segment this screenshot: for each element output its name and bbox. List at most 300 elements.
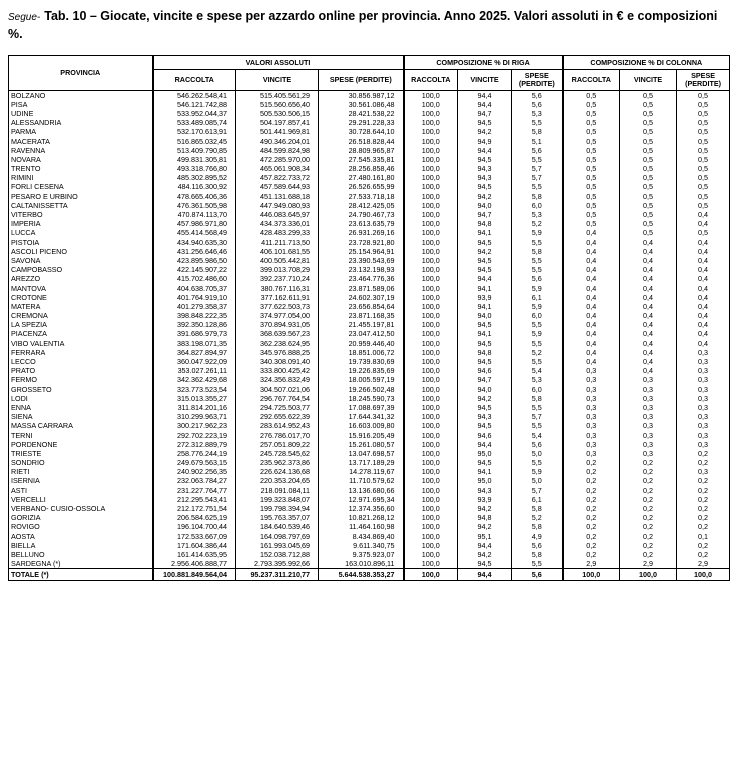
cell-vincite-colonna: 0,2 — [620, 522, 677, 531]
cell-spese-colonna: 0,5 — [677, 109, 730, 118]
cell-raccolta-riga: 100,0 — [404, 302, 458, 311]
cell-vincite-riga: 94,3 — [458, 486, 512, 495]
cell-spese: 12.971.695,34 — [319, 495, 404, 504]
cell-raccolta-colonna: 0,4 — [563, 311, 620, 320]
table-row — [9, 366, 730, 375]
cell-raccolta-colonna: 0,2 — [563, 467, 620, 476]
cell-vincite: 304.507.021,06 — [236, 385, 319, 394]
cell-vincite-riga: 94,3 — [458, 164, 512, 173]
cell-vincite-riga: 94,4 — [458, 91, 512, 100]
table-row — [9, 219, 730, 228]
cell-vincite-riga: 94,5 — [458, 458, 512, 467]
cell-raccolta: 493.318.766,80 — [153, 164, 236, 173]
cell-vincite-colonna: 0,5 — [620, 127, 677, 136]
cell-provincia: CALTANISSETTA — [9, 201, 153, 210]
cell-raccolta: 546.121.742,88 — [153, 100, 236, 109]
cell-spese-colonna: 0,5 — [677, 192, 730, 201]
cell-provincia: AREZZO — [9, 274, 153, 283]
cell-provincia: BOLZANO — [9, 91, 153, 100]
cell-spese-riga: 5,8 — [512, 522, 563, 531]
cell-vincite: 447.949.080,93 — [236, 201, 319, 210]
cell-spese: 19.226.835,69 — [319, 366, 404, 375]
cell-raccolta-riga: 100,0 — [404, 100, 458, 109]
cell-spese-colonna: 0,1 — [677, 532, 730, 541]
cell-raccolta-riga: 100,0 — [404, 559, 458, 568]
cell-raccolta-colonna: 0,5 — [563, 192, 620, 201]
cell-spese-colonna: 0,5 — [677, 173, 730, 182]
cell-provincia: CREMONA — [9, 311, 153, 320]
cell-spese: 13.717.189,29 — [319, 458, 404, 467]
cell-spese: 12.374.356,60 — [319, 504, 404, 513]
cell-spese-riga: 5,8 — [512, 394, 563, 403]
cell-provincia: RAVENNA — [9, 146, 153, 155]
table-row — [9, 100, 730, 109]
cell-spese-riga: 5,2 — [512, 219, 563, 228]
cell-vincite: 95.237.311.210,77 — [236, 568, 319, 580]
cell-raccolta-riga: 100,0 — [404, 173, 458, 182]
cell-vincite: 368.639.567,23 — [236, 329, 319, 338]
cell-raccolta-riga: 100,0 — [404, 247, 458, 256]
cell-spese-riga: 5,5 — [512, 357, 563, 366]
cell-raccolta-colonna: 0,5 — [563, 146, 620, 155]
cell-provincia: VIBO VALENTIA — [9, 339, 153, 348]
cell-spese-riga: 5,2 — [512, 513, 563, 522]
cell-vincite-colonna: 0,5 — [620, 146, 677, 155]
cell-raccolta-riga: 100,0 — [404, 513, 458, 522]
cell-vincite-colonna: 0,5 — [620, 201, 677, 210]
cell-spese: 23.871.589,06 — [319, 283, 404, 292]
cell-vincite-colonna: 0,5 — [620, 219, 677, 228]
cell-raccolta-riga: 100,0 — [404, 339, 458, 348]
cell-vincite-riga: 94,1 — [458, 302, 512, 311]
table-row — [9, 421, 730, 430]
cell-raccolta-riga: 100,0 — [404, 394, 458, 403]
header-raccolta-colonna: RACCOLTA — [563, 70, 620, 91]
table-row — [9, 210, 730, 219]
cell-provincia: FORLI CESENA — [9, 182, 153, 191]
cell-spese-colonna: 0,3 — [677, 421, 730, 430]
cell-spese-colonna: 0,4 — [677, 320, 730, 329]
cell-raccolta-colonna: 0,3 — [563, 449, 620, 458]
cell-raccolta-riga: 100,0 — [404, 91, 458, 100]
cell-vincite-colonna: 0,4 — [620, 283, 677, 292]
cell-vincite: 340.308.091,40 — [236, 357, 319, 366]
cell-raccolta: 161.414.635,95 — [153, 550, 236, 559]
header-spese-riga-l2: (PERDITE) — [518, 79, 555, 88]
table-row — [9, 109, 730, 118]
cell-vincite: 333.800.425,42 — [236, 366, 319, 375]
cell-raccolta-colonna: 0,2 — [563, 513, 620, 522]
header-spese-riga — [512, 70, 563, 91]
table-row — [9, 228, 730, 237]
cell-raccolta: 513.409.790,85 — [153, 146, 236, 155]
table-row — [9, 394, 730, 403]
title-prefix: Segue- — [8, 12, 41, 23]
header-spese-perdite: SPESE (PERDITE) — [319, 70, 404, 91]
cell-vincite-riga: 95,0 — [458, 476, 512, 485]
table-body — [9, 91, 730, 581]
cell-raccolta-riga: 100,0 — [404, 385, 458, 394]
cell-spese-colonna: 0,4 — [677, 274, 730, 283]
cell-vincite: 245.728.545,62 — [236, 449, 319, 458]
cell-vincite: 294.725.503,77 — [236, 403, 319, 412]
cell-vincite-colonna: 0,4 — [620, 339, 677, 348]
cell-vincite-riga: 95,1 — [458, 532, 512, 541]
cell-provincia: ALESSANDRIA — [9, 118, 153, 127]
cell-vincite-colonna: 0,2 — [620, 467, 677, 476]
cell-spese: 23.132.198,93 — [319, 265, 404, 274]
cell-vincite-colonna: 2,9 — [620, 559, 677, 568]
cell-vincite-riga: 94,1 — [458, 467, 512, 476]
cell-raccolta-colonna: 0,3 — [563, 366, 620, 375]
cell-raccolta-colonna: 0,4 — [563, 283, 620, 292]
cell-raccolta-riga: 100,0 — [404, 412, 458, 421]
cell-raccolta: 457.986.971,80 — [153, 219, 236, 228]
cell-spese: 26.518.828,44 — [319, 136, 404, 145]
cell-spese-colonna: 0,4 — [677, 219, 730, 228]
cell-spese: 16.603.009,80 — [319, 421, 404, 430]
cell-raccolta: 476.361.505,98 — [153, 201, 236, 210]
cell-raccolta: 404.638.705,37 — [153, 283, 236, 292]
cell-vincite-colonna: 0,4 — [620, 265, 677, 274]
table-row — [9, 486, 730, 495]
cell-provincia: CAMPOBASSO — [9, 265, 153, 274]
cell-spese: 23.464.776,36 — [319, 274, 404, 283]
cell-raccolta: 398.848.222,35 — [153, 311, 236, 320]
table-row — [9, 192, 730, 201]
cell-raccolta-colonna: 0,5 — [563, 219, 620, 228]
cell-vincite-colonna: 0,4 — [620, 311, 677, 320]
cell-spese: 30.728.644,10 — [319, 127, 404, 136]
cell-spese: 23.871.168,35 — [319, 311, 404, 320]
cell-vincite: 152.038.712,88 — [236, 550, 319, 559]
cell-provincia: MASSA CARRARA — [9, 421, 153, 430]
cell-vincite: 226.624.136,68 — [236, 467, 319, 476]
cell-vincite-riga: 95,0 — [458, 449, 512, 458]
cell-vincite: 428.483.299,33 — [236, 228, 319, 237]
cell-raccolta-riga: 100,0 — [404, 182, 458, 191]
cell-vincite-riga: 94,2 — [458, 504, 512, 513]
cell-raccolta-colonna: 0,3 — [563, 430, 620, 439]
cell-vincite: 374.977.054,00 — [236, 311, 319, 320]
cell-vincite: 400.505.442,81 — [236, 256, 319, 265]
cell-provincia: PIACENZA — [9, 329, 153, 338]
table-row — [9, 238, 730, 247]
cell-spese-riga: 5,9 — [512, 228, 563, 237]
cell-vincite-colonna: 0,2 — [620, 541, 677, 550]
cell-vincite: 505.530.506,15 — [236, 109, 319, 118]
table-row — [9, 182, 730, 191]
cell-raccolta-riga: 100,0 — [404, 320, 458, 329]
cell-vincite-riga: 94,5 — [458, 265, 512, 274]
cell-spese: 27.533.718,18 — [319, 192, 404, 201]
table-row — [9, 412, 730, 421]
cell-vincite-riga: 94,4 — [458, 146, 512, 155]
cell-spese-colonna: 0,2 — [677, 513, 730, 522]
cell-spese-colonna: 0,5 — [677, 100, 730, 109]
cell-vincite-riga: 94,1 — [458, 228, 512, 237]
cell-vincite-riga: 94,0 — [458, 385, 512, 394]
cell-spese: 17.088.697,39 — [319, 403, 404, 412]
cell-spese-riga: 5,0 — [512, 449, 563, 458]
cell-vincite-colonna: 0,4 — [620, 348, 677, 357]
cell-raccolta: 353.027.261,11 — [153, 366, 236, 375]
cell-spese: 28.421.538,22 — [319, 109, 404, 118]
cell-spese-riga: 5,9 — [512, 283, 563, 292]
cell-vincite-riga: 94,5 — [458, 357, 512, 366]
cell-spese-colonna: 0,4 — [677, 247, 730, 256]
cell-vincite: 199.798.394,94 — [236, 504, 319, 513]
cell-raccolta: 383.198.071,35 — [153, 339, 236, 348]
cell-spese-colonna: 0,5 — [677, 118, 730, 127]
table-row — [9, 495, 730, 504]
cell-vincite-colonna: 0,3 — [620, 412, 677, 421]
cell-spese-colonna: 0,3 — [677, 403, 730, 412]
cell-raccolta-colonna: 0,5 — [563, 164, 620, 173]
cell-provincia: TOTALE (*) — [9, 568, 153, 580]
cell-spese-riga: 5,7 — [512, 412, 563, 421]
cell-vincite-colonna: 0,5 — [620, 155, 677, 164]
cell-vincite: 292.655.622,39 — [236, 412, 319, 421]
cell-spese: 15.261.080,57 — [319, 440, 404, 449]
header-composizione-colonna: COMPOSIZIONE % DI COLONNA — [563, 56, 730, 70]
table-row — [9, 256, 730, 265]
cell-provincia: FERMO — [9, 375, 153, 384]
cell-vincite: 484.599.824,98 — [236, 146, 319, 155]
cell-spese: 14.278.119,67 — [319, 467, 404, 476]
cell-vincite: 515.405.561,29 — [236, 91, 319, 100]
cell-spese-riga: 6,1 — [512, 293, 563, 302]
cell-vincite: 184.640.539,46 — [236, 522, 319, 531]
cell-raccolta-riga: 100,0 — [404, 541, 458, 550]
cell-raccolta-colonna: 0,4 — [563, 238, 620, 247]
cell-spese-riga: 5,2 — [512, 348, 563, 357]
cell-vincite-colonna: 0,3 — [620, 440, 677, 449]
table-row — [9, 385, 730, 394]
cell-raccolta-riga: 100,0 — [404, 532, 458, 541]
cell-vincite-colonna: 0,2 — [620, 550, 677, 559]
cell-spese: 26.526.655,99 — [319, 182, 404, 191]
cell-raccolta: 206.584.625,19 — [153, 513, 236, 522]
cell-spese-riga: 4,9 — [512, 532, 563, 541]
cell-vincite-colonna: 0,5 — [620, 164, 677, 173]
cell-spese-colonna: 0,4 — [677, 339, 730, 348]
cell-raccolta-riga: 100,0 — [404, 375, 458, 384]
cell-raccolta-colonna: 0,2 — [563, 504, 620, 513]
cell-raccolta: 470.874.113,70 — [153, 210, 236, 219]
cell-raccolta-riga: 100,0 — [404, 550, 458, 559]
data-table — [8, 55, 730, 581]
cell-spese: 8.434.869,40 — [319, 532, 404, 541]
cell-vincite-colonna: 0,5 — [620, 118, 677, 127]
cell-vincite: 362.238.624,95 — [236, 339, 319, 348]
cell-provincia: ASCOLI PICENO — [9, 247, 153, 256]
cell-raccolta-colonna: 0,3 — [563, 385, 620, 394]
cell-vincite: 283.614.952,43 — [236, 421, 319, 430]
cell-vincite-colonna: 0,4 — [620, 366, 677, 375]
cell-raccolta: 485.302.895,52 — [153, 173, 236, 182]
cell-spese: 9.375.923,07 — [319, 550, 404, 559]
cell-raccolta-colonna: 0,5 — [563, 136, 620, 145]
cell-spese-colonna: 0,5 — [677, 201, 730, 210]
table-row — [9, 118, 730, 127]
cell-raccolta: 258.776.244,19 — [153, 449, 236, 458]
table-row — [9, 201, 730, 210]
cell-vincite-riga: 94,7 — [458, 375, 512, 384]
cell-spese: 30.856.987,12 — [319, 91, 404, 100]
cell-spese-colonna: 0,2 — [677, 449, 730, 458]
cell-spese: 26.931.269,16 — [319, 228, 404, 237]
table-row — [9, 302, 730, 311]
cell-vincite-colonna: 0,3 — [620, 430, 677, 439]
cell-spese: 27.480.161,80 — [319, 173, 404, 182]
cell-spese-colonna: 0,4 — [677, 256, 730, 265]
cell-raccolta-riga: 100,0 — [404, 329, 458, 338]
cell-provincia: TRENTO — [9, 164, 153, 173]
cell-spese: 24.790.467,73 — [319, 210, 404, 219]
cell-vincite-colonna: 100,0 — [620, 568, 677, 580]
cell-vincite-riga: 94,5 — [458, 238, 512, 247]
cell-provincia: LODI — [9, 394, 153, 403]
cell-raccolta-riga: 100,0 — [404, 228, 458, 237]
cell-spese-riga: 5,6 — [512, 568, 563, 580]
cell-raccolta: 310.299.963,71 — [153, 412, 236, 421]
cell-raccolta-colonna: 0,5 — [563, 182, 620, 191]
cell-raccolta-riga: 100,0 — [404, 504, 458, 513]
cell-provincia: VERCELLI — [9, 495, 153, 504]
cell-provincia: NOVARA — [9, 155, 153, 164]
cell-raccolta: 364.827.894,97 — [153, 348, 236, 357]
cell-provincia: IMPERIA — [9, 219, 153, 228]
cell-spese-riga: 5,6 — [512, 146, 563, 155]
cell-raccolta-colonna: 0,4 — [563, 256, 620, 265]
cell-spese-riga: 6,0 — [512, 385, 563, 394]
cell-vincite-riga: 94,8 — [458, 219, 512, 228]
cell-raccolta-colonna: 0,3 — [563, 412, 620, 421]
cell-vincite-colonna: 0,2 — [620, 495, 677, 504]
cell-vincite-colonna: 0,2 — [620, 458, 677, 467]
header-raccolta: RACCOLTA — [153, 70, 236, 91]
table-row — [9, 476, 730, 485]
cell-vincite-colonna: 0,4 — [620, 238, 677, 247]
cell-spese-riga: 6,0 — [512, 311, 563, 320]
cell-spese-riga: 5,8 — [512, 192, 563, 201]
cell-spese-colonna: 0,4 — [677, 283, 730, 292]
cell-spese-riga: 5,6 — [512, 274, 563, 283]
cell-provincia: PESARO E URBINO — [9, 192, 153, 201]
cell-raccolta-riga: 100,0 — [404, 136, 458, 145]
cell-raccolta-riga: 100,0 — [404, 311, 458, 320]
cell-spese-riga: 5,5 — [512, 155, 563, 164]
cell-raccolta-riga: 100,0 — [404, 283, 458, 292]
cell-vincite-riga: 94,4 — [458, 100, 512, 109]
cell-spese-colonna: 0,2 — [677, 476, 730, 485]
cell-spese-colonna: 0,5 — [677, 91, 730, 100]
header-spese-colonna-l1: SPESE — [691, 71, 716, 80]
cell-provincia: ISERNIA — [9, 476, 153, 485]
cell-provincia: MANTOVA — [9, 283, 153, 292]
cell-vincite-colonna: 0,5 — [620, 100, 677, 109]
cell-spese-colonna: 0,4 — [677, 265, 730, 274]
cell-raccolta: 360.047.922,09 — [153, 357, 236, 366]
cell-spese-riga: 6,0 — [512, 201, 563, 210]
cell-spese: 23.613.635,79 — [319, 219, 404, 228]
cell-vincite-riga: 94,2 — [458, 127, 512, 136]
cell-raccolta: 315.013.355,27 — [153, 394, 236, 403]
table-row — [9, 320, 730, 329]
cell-vincite: 411.211.713,50 — [236, 238, 319, 247]
cell-raccolta-colonna: 0,5 — [563, 155, 620, 164]
cell-spese-riga: 5,5 — [512, 320, 563, 329]
cell-vincite-riga: 94,9 — [458, 136, 512, 145]
cell-vincite: 257.051.809,22 — [236, 440, 319, 449]
cell-spese-riga: 5,3 — [512, 109, 563, 118]
table-row — [9, 458, 730, 467]
cell-vincite-riga: 94,8 — [458, 513, 512, 522]
cell-vincite: 406.101.681,55 — [236, 247, 319, 256]
cell-spese-colonna: 0,5 — [677, 146, 730, 155]
table-row — [9, 136, 730, 145]
cell-raccolta-colonna: 0,5 — [563, 173, 620, 182]
cell-vincite-riga: 94,2 — [458, 550, 512, 559]
cell-raccolta-colonna: 0,4 — [563, 247, 620, 256]
cell-provincia: BIELLA — [9, 541, 153, 550]
cell-vincite: 164.098.797,69 — [236, 532, 319, 541]
cell-raccolta: 484.116.300,92 — [153, 182, 236, 191]
cell-vincite: 235.962.373,86 — [236, 458, 319, 467]
cell-spese-colonna: 0,2 — [677, 550, 730, 559]
cell-raccolta: 323.773.523,54 — [153, 385, 236, 394]
cell-raccolta-colonna: 0,2 — [563, 476, 620, 485]
cell-vincite-riga: 94,5 — [458, 256, 512, 265]
cell-raccolta-riga: 100,0 — [404, 219, 458, 228]
header-spese-colonna-l2: (PERDITE) — [685, 79, 722, 88]
cell-spese-colonna: 0,4 — [677, 302, 730, 311]
cell-raccolta: 434.940.635,30 — [153, 238, 236, 247]
cell-provincia: ROVIGO — [9, 522, 153, 531]
cell-raccolta-colonna: 0,4 — [563, 293, 620, 302]
cell-provincia: CROTONE — [9, 293, 153, 302]
cell-provincia: TRIESTE — [9, 449, 153, 458]
cell-vincite-riga: 94,2 — [458, 394, 512, 403]
cell-vincite: 218.091.084,11 — [236, 486, 319, 495]
cell-spese-riga: 5,5 — [512, 118, 563, 127]
cell-spese-riga: 5,7 — [512, 173, 563, 182]
cell-spese: 28.412.425,05 — [319, 201, 404, 210]
cell-vincite: 324.356.832,49 — [236, 375, 319, 384]
table-row — [9, 329, 730, 338]
cell-provincia: LECCO — [9, 357, 153, 366]
cell-raccolta-riga: 100,0 — [404, 421, 458, 430]
cell-vincite: 472.285.970,00 — [236, 155, 319, 164]
cell-raccolta: 240.902.256,35 — [153, 467, 236, 476]
cell-vincite-colonna: 0,5 — [620, 182, 677, 191]
cell-provincia: GROSSETO — [9, 385, 153, 394]
cell-spese-colonna: 0,3 — [677, 467, 730, 476]
cell-provincia: SARDEGNA (*) — [9, 559, 153, 568]
cell-raccolta-riga: 100,0 — [404, 109, 458, 118]
cell-raccolta-riga: 100,0 — [404, 118, 458, 127]
cell-provincia: UDINE — [9, 109, 153, 118]
table-row — [9, 247, 730, 256]
cell-vincite-colonna: 0,2 — [620, 532, 677, 541]
cell-vincite-riga: 94,2 — [458, 192, 512, 201]
cell-spese-riga: 5,1 — [512, 136, 563, 145]
cell-raccolta: 100.881.849.564,04 — [153, 568, 236, 580]
cell-raccolta-riga: 100,0 — [404, 458, 458, 467]
cell-raccolta: 423.895.986,50 — [153, 256, 236, 265]
cell-spese: 28.256.858,46 — [319, 164, 404, 173]
